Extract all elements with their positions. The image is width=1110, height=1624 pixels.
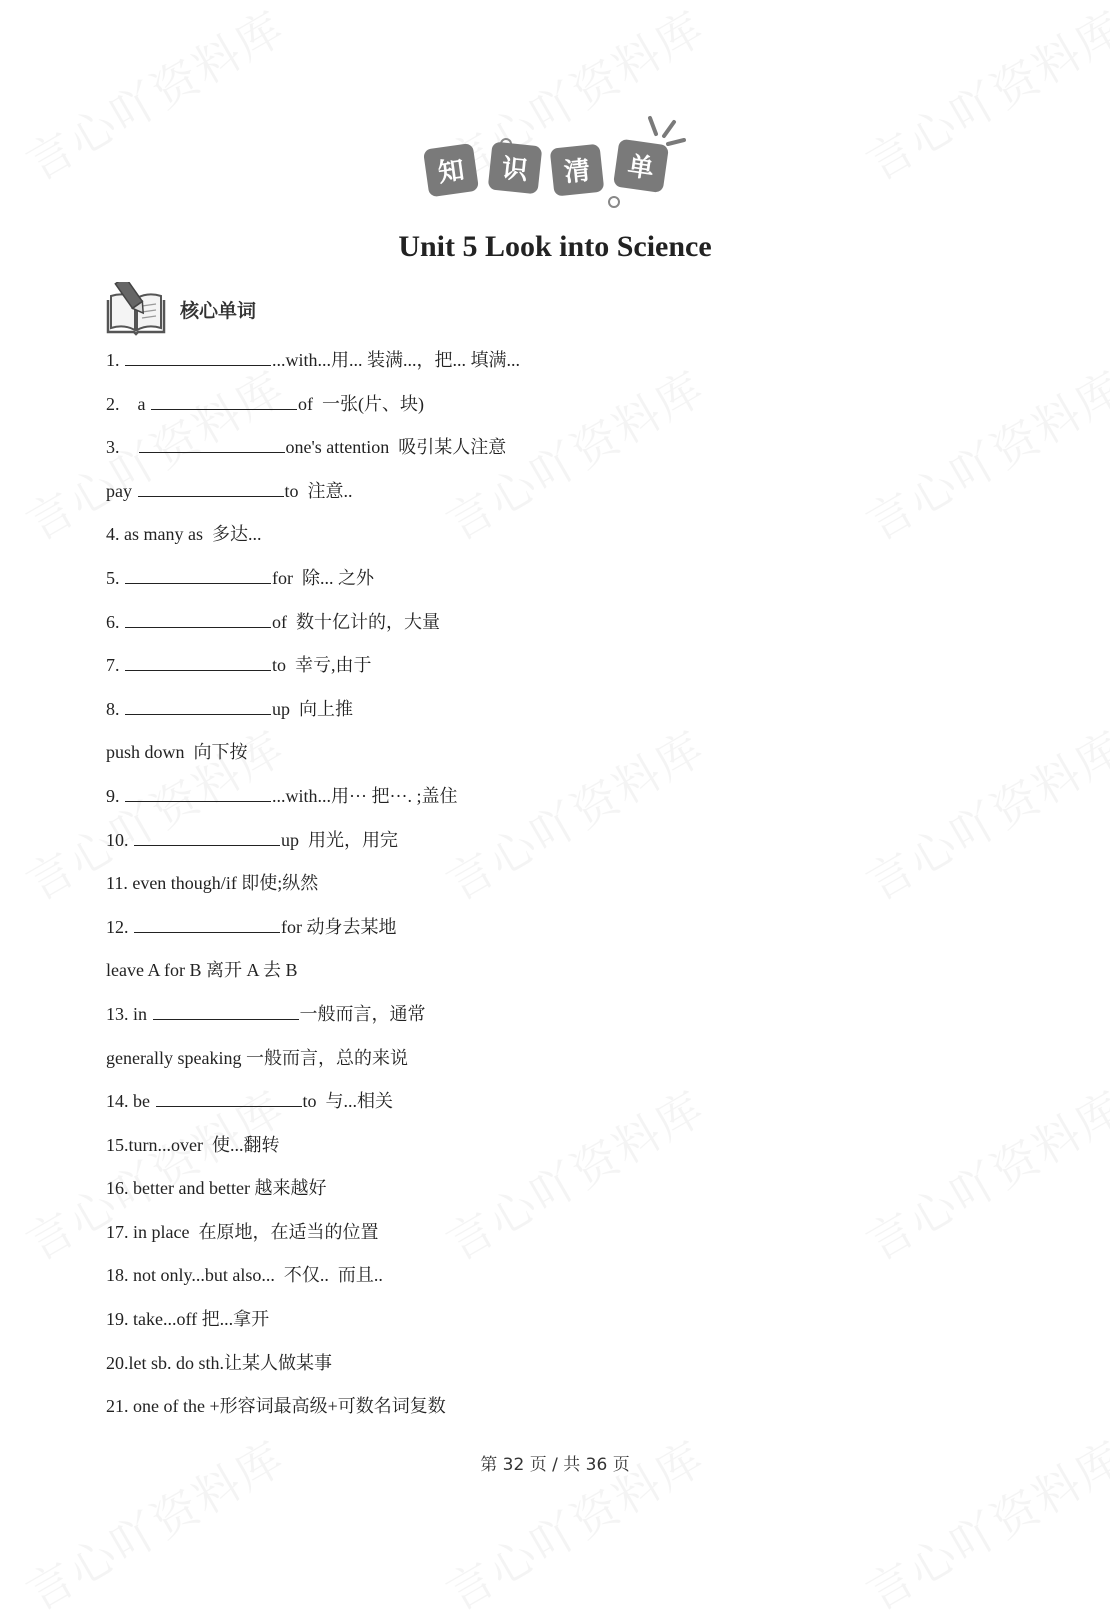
- section-header: [104, 282, 256, 336]
- fill-in-blank[interactable]: [125, 345, 271, 366]
- item-meaning: of 数十亿计的，大量: [272, 611, 440, 632]
- item-text: 2. a: [106, 393, 150, 414]
- list-item: [106, 911, 1006, 955]
- item-text: 8.: [106, 698, 124, 719]
- item-text: 11. even though/if 即使;纵然: [106, 873, 319, 894]
- page-title: Unit 5 Look into Science: [398, 230, 712, 263]
- list-item: [106, 1129, 1006, 1173]
- fill-in-blank[interactable]: [153, 999, 299, 1020]
- list-item: [106, 693, 1006, 737]
- item-text: 6.: [106, 611, 124, 632]
- watermark: [13, 0, 295, 194]
- list-item: [106, 562, 1006, 606]
- item-text: 3.: [106, 437, 138, 458]
- item-text: 16. better and better 越来越好: [106, 1178, 327, 1199]
- item-text: 21. one of the +形容词最高级+可数名词复数: [106, 1396, 446, 1417]
- list-item: [106, 824, 1006, 868]
- item-meaning: of 一张(片、块): [298, 393, 424, 414]
- item-text: 17. in place 在原地，在适当的位置: [106, 1221, 379, 1242]
- list-item: [106, 1172, 1006, 1216]
- item-text: 12.: [106, 916, 133, 937]
- item-text: 5.: [106, 567, 124, 588]
- list-item: [106, 388, 1006, 432]
- list-item: [106, 954, 1006, 998]
- item-meaning: for 动身去某地: [281, 916, 397, 937]
- page-footer: 第 32 页 / 共 36 页: [480, 1455, 630, 1475]
- fill-in-blank[interactable]: [151, 389, 297, 410]
- item-meaning: to 幸亏,由于: [272, 655, 372, 676]
- item-meaning: ...with...用··· 把···. ;盖住: [272, 785, 458, 806]
- list-item: [106, 606, 1006, 650]
- item-meaning: one's attention 吸引某人注意: [285, 437, 507, 458]
- fill-in-blank[interactable]: [125, 607, 271, 628]
- fill-in-blank[interactable]: [138, 476, 284, 497]
- fill-in-blank[interactable]: [156, 1086, 302, 1107]
- item-meaning: up 向上推: [272, 698, 353, 719]
- list-item: [106, 1303, 1006, 1347]
- fill-in-blank[interactable]: [125, 650, 271, 671]
- item-text: 7.: [106, 655, 124, 676]
- item-meaning: up 用光，用完: [281, 829, 398, 850]
- item-meaning: to 注意..: [284, 480, 353, 501]
- list-item: [106, 649, 1006, 693]
- item-text: 14. be: [106, 1091, 155, 1112]
- fill-in-blank[interactable]: [125, 781, 271, 802]
- list-item: [106, 1347, 1006, 1391]
- list-item: [106, 1042, 1006, 1086]
- item-text: push down 向下按: [106, 742, 248, 763]
- item-meaning: to 与...相关: [302, 1091, 394, 1112]
- list-item: [106, 1216, 1006, 1260]
- item-text: leave A for B 离开 A 去 B: [106, 960, 298, 981]
- item-text: pay: [106, 480, 137, 501]
- fill-in-blank[interactable]: [125, 694, 271, 715]
- banner-char: 单: [625, 151, 656, 185]
- banner-char: 清: [562, 155, 592, 189]
- item-meaning: ...with...用... 装满...，把... 填满...: [272, 350, 521, 370]
- list-item: [106, 780, 1006, 824]
- list-item: [106, 998, 1006, 1042]
- item-text: generally speaking 一般而言，总的来说: [106, 1047, 408, 1068]
- section-label: 核心单词: [180, 299, 257, 322]
- item-text: 4. as many as 多达...: [106, 524, 262, 545]
- item-text: 15.turn...over 使...翻转: [106, 1134, 280, 1155]
- list-item: [106, 431, 1006, 475]
- item-text: 1.: [106, 350, 124, 370]
- banner-char: 知: [436, 155, 467, 189]
- list-item: [106, 518, 1006, 562]
- fill-in-blank[interactable]: [125, 563, 271, 584]
- knowledge-list-banner: [418, 112, 690, 216]
- item-text: 13. in: [106, 1003, 152, 1024]
- vocabulary-list: [106, 344, 1006, 1434]
- fill-in-blank[interactable]: [139, 432, 285, 453]
- banner-char: 识: [500, 153, 530, 187]
- item-meaning: 一般而言，通常: [299, 1003, 426, 1024]
- list-item: [106, 1085, 1006, 1129]
- item-meaning: for 除... 之外: [272, 567, 374, 588]
- item-text: 9.: [106, 785, 124, 806]
- list-item: [106, 1390, 1006, 1434]
- list-item: [106, 736, 1006, 780]
- list-item: [106, 344, 1006, 388]
- item-text: 18. not only...but also... 不仅.. 而且..: [106, 1265, 383, 1286]
- list-item: [106, 867, 1006, 911]
- fill-in-blank[interactable]: [134, 825, 280, 846]
- list-item: [106, 475, 1006, 519]
- book-pencil-icon: [104, 282, 168, 336]
- item-text: 19. take...off 把...拿开: [106, 1309, 270, 1330]
- fill-in-blank[interactable]: [134, 912, 280, 933]
- item-text: 20.let sb. do sth.让某人做某事: [106, 1352, 333, 1373]
- list-item: [106, 1259, 1006, 1303]
- item-text: 10.: [106, 829, 133, 850]
- watermark: [853, 0, 1110, 194]
